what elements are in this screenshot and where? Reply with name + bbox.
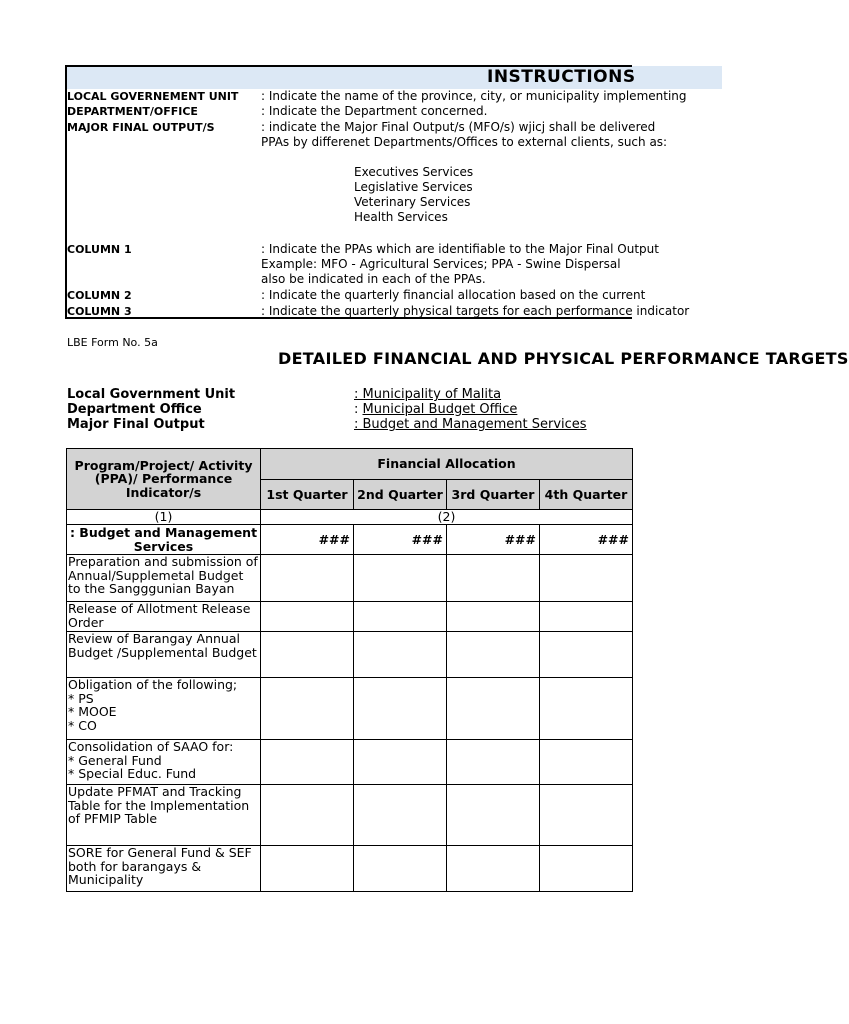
table-cell [447, 846, 540, 892]
lgu-label: Local Government Unit [67, 387, 236, 402]
column-number: (2) [261, 510, 633, 525]
mfo-row-value: ### [354, 525, 447, 555]
table-cell [261, 678, 354, 740]
table-cell [261, 740, 354, 785]
instr-desc-col1: : Indicate the PPAs which are identifiable to the Major Final Output [261, 242, 659, 256]
instr-desc-col1-3: also be indicated in each of the PPAs. [261, 272, 486, 286]
instr-desc-dept: : Indicate the Department concerned. [261, 104, 488, 118]
table-cell [354, 846, 447, 892]
instr-label-mfo: MAJOR FINAL OUTPUT/S [67, 121, 215, 134]
dept-label: Department Office [67, 402, 202, 417]
mfo-label: Major Final Output [67, 417, 205, 432]
table-cell [447, 740, 540, 785]
table-cell [261, 555, 354, 602]
service-item: Health Services [354, 210, 448, 224]
ppa-row-label: Review of Barangay Annual Budget /Supplemental Budget [67, 632, 261, 678]
table-cell [540, 678, 633, 740]
quarter-header: 4th Quarter [540, 480, 633, 510]
instr-desc-col3: : Indicate the quarterly physical targets for each performance indicator [261, 304, 690, 318]
ppa-header: Program/Project/ Activity (PPA)/ Performance Indicator/s [67, 449, 261, 510]
instr-desc-col1-2: Example: MFO - Agricultural Services; PPA - Swine Dispersal [261, 257, 621, 271]
financial-allocation-header: Financial Allocation [261, 449, 633, 480]
table-cell [261, 846, 354, 892]
table-cell [261, 632, 354, 678]
ppa-row-label: Release of Allotment Release Order [67, 602, 261, 632]
table-cell [540, 846, 633, 892]
quarter-header: 3rd Quarter [447, 480, 540, 510]
quarter-header: 2nd Quarter [354, 480, 447, 510]
instructions-title: INSTRUCTIONS [487, 67, 636, 87]
mfo-row-value: ### [261, 525, 354, 555]
service-item: Veterinary Services [354, 195, 471, 209]
table-cell [540, 740, 633, 785]
table-cell [354, 602, 447, 632]
form-number: LBE Form No. 5a [67, 336, 158, 349]
table-cell [447, 785, 540, 846]
instr-desc-col2: : Indicate the quarterly financial allocation based on the current [261, 288, 646, 302]
instr-desc-mfo-2: PPAs by differenet Departments/Offices to external clients, such as: [261, 135, 668, 149]
table-cell [447, 632, 540, 678]
table-cell [540, 632, 633, 678]
ppa-row-label: Consolidation of SAAO for: * General Fund * Special Educ. Fund [67, 740, 261, 785]
table-cell [540, 555, 633, 602]
table-cell [540, 785, 633, 846]
table-cell [261, 785, 354, 846]
service-item: Legislative Services [354, 180, 473, 194]
instr-label-dept: DEPARTMENT/OFFICE [67, 105, 198, 118]
table-cell [354, 740, 447, 785]
table-cell [354, 785, 447, 846]
ppa-row-label: SORE for General Fund & SEF both for barangays & Municipality [67, 846, 261, 892]
table-cell [354, 632, 447, 678]
instr-label-col2: COLUMN 2 [67, 289, 132, 302]
table-cell [447, 555, 540, 602]
mfo-row-label: : Budget and Management Services [67, 525, 261, 555]
mfo-value: : Budget and Management Services [354, 417, 587, 432]
instr-label-col1: COLUMN 1 [67, 243, 132, 256]
instr-desc-mfo: : indicate the Major Final Output/s (MFO/s) wjicj shall be delivered [261, 120, 656, 134]
dept-value: : Municipal Budget Office [354, 402, 518, 417]
instr-label-lgu: LOCAL GOVERNEMENT UNIT [67, 90, 239, 103]
mfo-row-value: ### [540, 525, 633, 555]
ppa-row-label: Obligation of the following; * PS * MOOE * CO [67, 678, 261, 740]
table-cell [354, 555, 447, 602]
service-item: Executives Services [354, 165, 474, 179]
instr-label-col3: COLUMN 3 [67, 305, 132, 318]
ppa-row-label: Preparation and submission of Annual/Supplemetal Budget to the Sangggunian Bayan [67, 555, 261, 602]
table-cell [447, 602, 540, 632]
table-cell [261, 602, 354, 632]
page-title: DETAILED FINANCIAL AND PHYSICAL PERFORMANCE TARGETS [278, 349, 849, 368]
lgu-value: : Municipality of Malita [354, 387, 502, 402]
column-number: (1) [67, 510, 261, 525]
ppa-row-label: Update PFMAT and Tracking Table for the Implementation of PFMIP Table [67, 785, 261, 846]
table-cell [540, 602, 633, 632]
table-cell [354, 678, 447, 740]
quarter-header: 1st Quarter [261, 480, 354, 510]
ppa-table [66, 448, 633, 892]
table-cell [447, 678, 540, 740]
mfo-row-value: ### [447, 525, 540, 555]
instr-desc-lgu: : Indicate the name of the province, city, or municipality implementing [261, 89, 687, 103]
